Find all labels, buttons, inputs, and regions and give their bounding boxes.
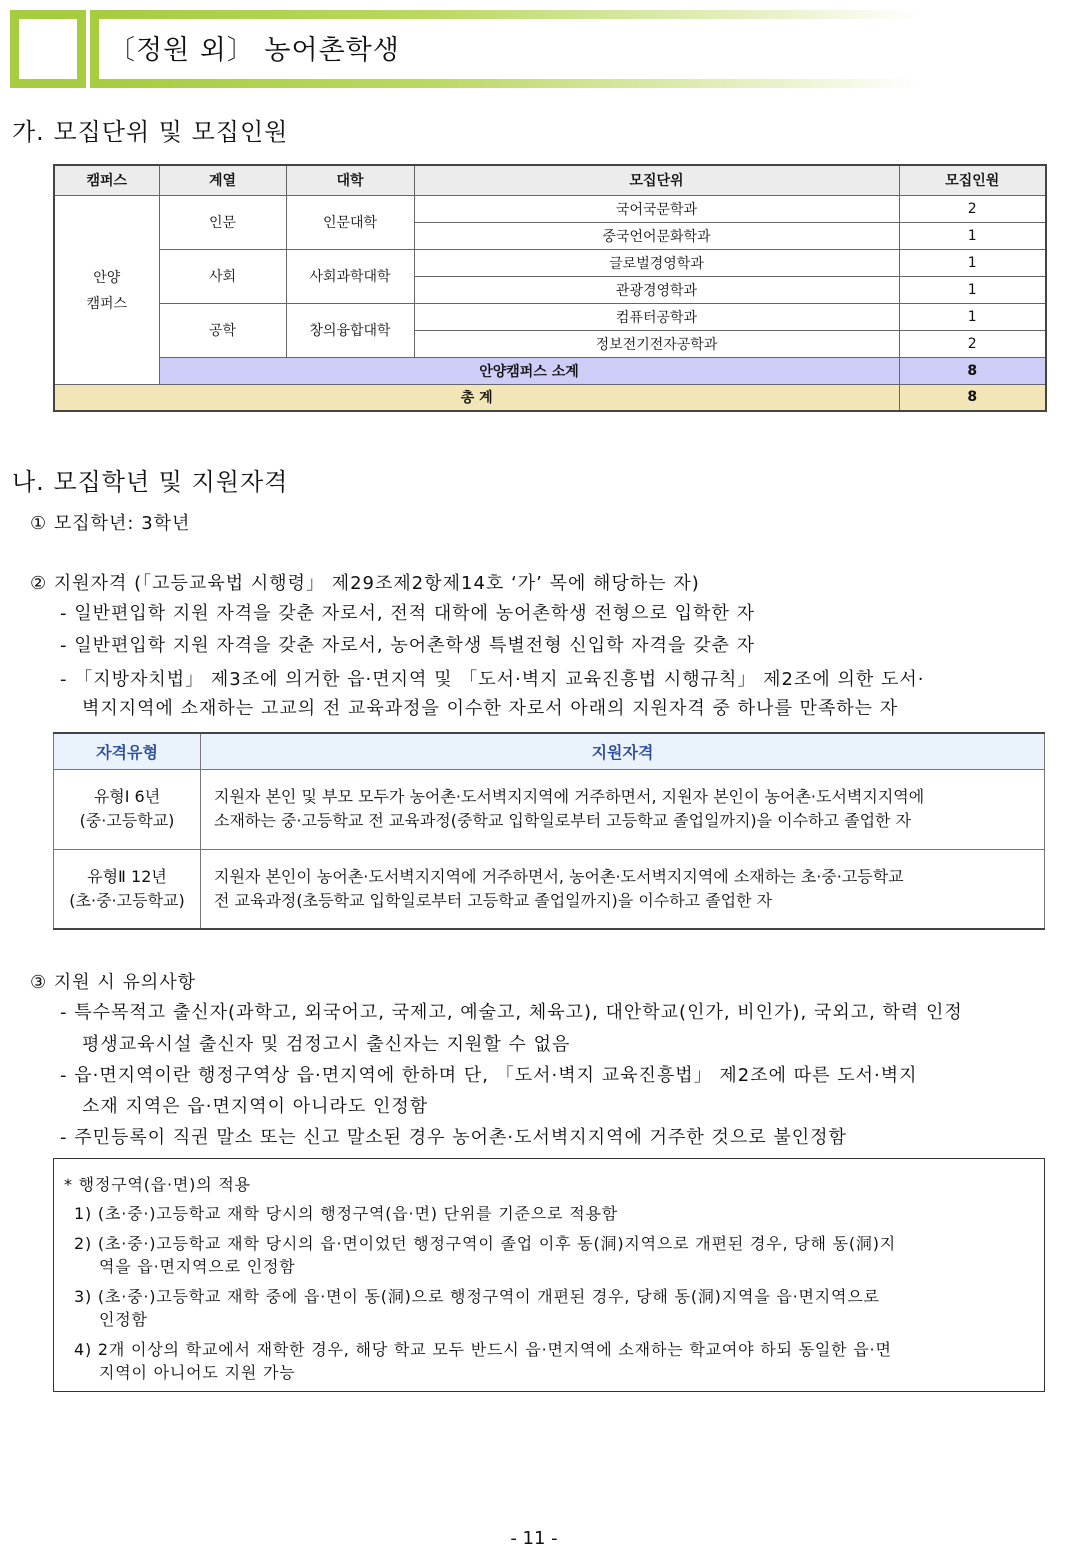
note-line: - 주민등록이 직권 말소 또는 신고 말소된 경우 농어촌·도서벽지지역에 거주한 것으로 불인정함 bbox=[60, 1127, 847, 1148]
subtotal-count: 8 bbox=[899, 357, 1046, 384]
page-title: 〔정원 외〕 농어촌학생 bbox=[108, 35, 400, 66]
type-line: 유형Ⅰ 6년 bbox=[93, 787, 161, 806]
col-type: 자격유형 bbox=[54, 733, 201, 769]
subtotal-label: 안양캠퍼스 소계 bbox=[159, 357, 899, 384]
note-line: 평생교육시설 출신자 및 검정고시 출신자는 지원할 수 없음 bbox=[82, 1034, 571, 1055]
campus-cell bbox=[54, 195, 159, 384]
count-cell: 1 bbox=[899, 222, 1046, 249]
qualification-table bbox=[53, 732, 1045, 930]
page-number: - 11 - bbox=[510, 1528, 558, 1549]
quota-table bbox=[53, 164, 1047, 412]
type-line: (중·고등학교) bbox=[79, 811, 175, 830]
eligibility-dash: - 일반편입학 지원 자격을 갖춘 자로서, 농어촌학생 특별전형 신입학 자격을 갖춘 자 bbox=[60, 635, 755, 656]
col-count: 모집인원 bbox=[899, 165, 1046, 195]
total-count: 8 bbox=[899, 384, 1046, 411]
count-cell: 2 bbox=[899, 195, 1046, 222]
item-grade: ① 모집학년: 3학년 bbox=[30, 513, 191, 534]
total-label: 총 계 bbox=[54, 384, 899, 411]
count-cell: 1 bbox=[899, 249, 1046, 276]
desc-line: 지원자 본인이 농어촌·도서벽지지역에 거주하면서, 농어촌·도서벽지지역에 소재하는 초·중·고등학교 bbox=[214, 866, 904, 886]
count-cell: 1 bbox=[899, 303, 1046, 330]
col-qualification: 지원자격 bbox=[201, 733, 1045, 769]
type-cell bbox=[54, 769, 201, 849]
table-row bbox=[54, 195, 1046, 222]
col-unit: 모집단위 bbox=[414, 165, 899, 195]
note-line: 소재 지역은 읍·면지역이 아니라도 인정함 bbox=[82, 1096, 429, 1117]
desc-cell bbox=[201, 849, 1045, 929]
count-cell: 2 bbox=[899, 330, 1046, 357]
box-item: 1) (초·중·)고등학교 재학 당시의 행정구역(읍·면) 단위를 기준으로 적용함 bbox=[74, 1204, 618, 1223]
desc-line: 전 교육과정(초등학교 입학일로부터 고등학교 졸업일까지)을 이수하고 졸업한 자 bbox=[214, 890, 773, 910]
col-field: 계열 bbox=[159, 165, 286, 195]
box-item-cont: 역을 읍·면지역으로 인정함 bbox=[99, 1257, 296, 1276]
eligibility-dash: - 「지방자치법」 제3조에 의거한 읍·면지역 및 「도서·벽지 교육진흥법 시행규칙」 제2조에 의한 도서· bbox=[60, 669, 925, 690]
unit-cell: 국어국문학과 bbox=[414, 195, 899, 222]
count-cell: 1 bbox=[899, 276, 1046, 303]
note-line: - 특수목적고 출신자(과학고, 외국어고, 국제고, 예술고, 체육고), 대안학교(인가, 비인가), 국외고, 학력 인정 bbox=[60, 1002, 963, 1023]
section-a-heading: 가. 모집단위 및 모집인원 bbox=[12, 118, 289, 146]
title-marker-square bbox=[10, 10, 86, 88]
box-title: * 행정구역(읍·면)의 적용 bbox=[64, 1175, 251, 1194]
eligibility-dash-cont: 벽지지역에 소재하는 고교의 전 교육과정을 이수한 자로서 아래의 지원자격 중 하나를 만족하는 자 bbox=[82, 698, 899, 719]
item-notes: ③ 지원 시 유의사항 bbox=[30, 972, 197, 993]
field-cell: 공학 bbox=[159, 303, 286, 357]
field-cell: 인문 bbox=[159, 195, 286, 249]
college-cell: 사회과학대학 bbox=[286, 249, 414, 303]
item-eligibility: ② 지원자격 (「고등교육법 시행령」 제29조제2항제14호 ‘가’ 목에 해당하는 자) bbox=[30, 573, 700, 594]
field-cell: 사회 bbox=[159, 249, 286, 303]
admin-district-note-box bbox=[53, 1158, 1045, 1392]
table-header-row bbox=[54, 165, 1046, 195]
box-item: 2) (초·중·)고등학교 재학 당시의 읍·면이었던 행정구역이 졸업 이후 동(洞)지역으로 개편된 경우, 당해 동(洞)지 bbox=[74, 1234, 897, 1253]
col-college: 대학 bbox=[286, 165, 414, 195]
desc-line: 소재하는 중·고등학교 전 교육과정(중학교 입학일로부터 고등학교 졸업일까지)을 이수하고 졸업한 자 bbox=[214, 811, 912, 830]
table-row bbox=[54, 769, 1045, 849]
box-item-cont: 지역이 아니어도 지원 가능 bbox=[99, 1363, 296, 1382]
unit-cell: 컴퓨터공학과 bbox=[414, 303, 899, 330]
type-line: (초·중·고등학교) bbox=[69, 890, 185, 910]
table-row bbox=[54, 249, 1046, 276]
unit-cell: 글로벌경영학과 bbox=[414, 249, 899, 276]
college-cell: 인문대학 bbox=[286, 195, 414, 249]
table-row bbox=[54, 849, 1045, 929]
campus-line: 캠퍼스 bbox=[86, 295, 128, 312]
unit-cell: 관광경영학과 bbox=[414, 276, 899, 303]
campus-line: 안양 bbox=[93, 269, 121, 286]
unit-cell: 정보전기전자공학과 bbox=[414, 330, 899, 357]
table-header-row bbox=[54, 733, 1045, 769]
section-b-heading: 나. 모집학년 및 지원자격 bbox=[12, 468, 289, 496]
box-item-cont: 인정함 bbox=[99, 1310, 148, 1329]
note-line: - 읍·면지역이란 행정구역상 읍·면지역에 한하며 단, 「도서·벽지 교육진흥법」 제2조에 따른 도서·벽지 bbox=[60, 1065, 918, 1086]
box-item: 4) 2개 이상의 학교에서 재학한 경우, 해당 학교 모두 반드시 읍·면지역에 소재하는 학교여야 하되 동일한 읍·면 bbox=[74, 1340, 892, 1359]
type-line: 유형Ⅱ 12년 bbox=[87, 866, 167, 886]
total-row bbox=[54, 384, 1046, 411]
type-cell bbox=[54, 849, 201, 929]
desc-line: 지원자 본인 및 부모 모두가 농어촌·도서벽지지역에 거주하면서, 지원자 본인이 농어촌·도서벽지지역에 bbox=[214, 787, 925, 806]
subtotal-row bbox=[54, 357, 1046, 384]
unit-cell: 중국언어문화학과 bbox=[414, 222, 899, 249]
col-campus: 캠퍼스 bbox=[54, 165, 159, 195]
box-item: 3) (초·중·)고등학교 재학 중에 읍·면이 동(洞)으로 행정구역이 개편된 경우, 당해 동(洞)지역을 읍·면지역으로 bbox=[74, 1287, 880, 1306]
eligibility-dash: - 일반편입학 지원 자격을 갖춘 자로서, 전적 대학에 농어촌학생 전형으로 입학한 자 bbox=[60, 603, 755, 624]
table-row bbox=[54, 303, 1046, 330]
college-cell: 창의융합대학 bbox=[286, 303, 414, 357]
desc-cell bbox=[201, 769, 1045, 849]
